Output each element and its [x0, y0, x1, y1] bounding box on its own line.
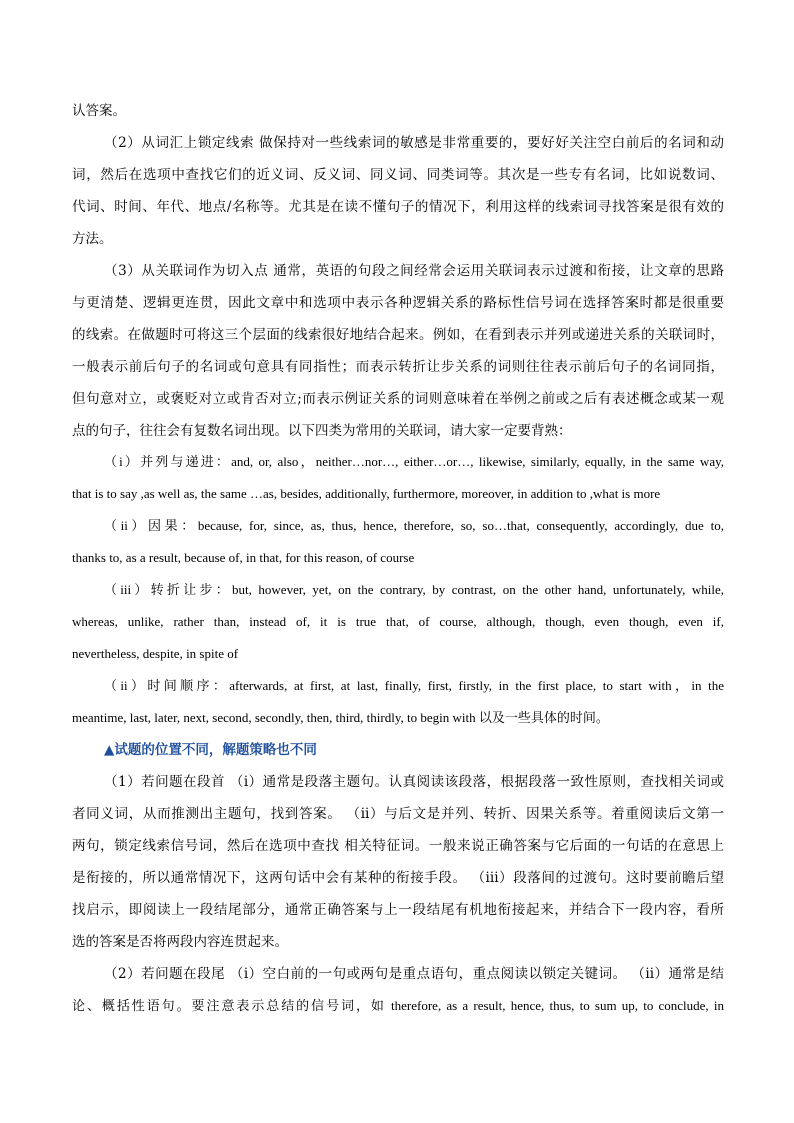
text-line: nevertheless, despite, in spite of — [72, 646, 239, 661]
text-line: 词，然后在选项中查找它们的近义词、反义词、同义词、同类词等。其次是一些专有名词，比如说数词、 — [72, 167, 724, 183]
text-line: 代词、时间、年代、地点/名称等。尤其是在读不懂句子的情况下，利用这样的线索词寻找答案是很有效的 — [72, 199, 724, 215]
text-line: 点的句子，往往会有复数名词出现。以下四类为常用的关联词，请大家一定要背熟： — [72, 423, 572, 439]
text-line: （ii）时间顺序：afterwards, at first, at last, finally, first, firstly, in the first place, to start with，in the — [104, 678, 724, 693]
text-line: （2）从词汇上锁定线索 做保持对一些线索词的敏感是非常重要的，要好好关注空白前后的名词和动 — [104, 135, 724, 151]
text-line: 但句意对立，或褒贬对立或肯否对立;而表示例证关系的词则意味着在举例之前或之后有表述概念或某一观 — [72, 391, 724, 407]
text-line: 认答案。 — [72, 103, 126, 119]
text-line: 者同义词，从而推测出主题句，找到答案。 （ii）与后文是并列、转折、因果关系等。着重阅读后文第一 — [72, 806, 724, 822]
text-line: 与更清楚、逻辑更连贯，因此文章中和选项中表示各种逻辑关系的路标性信号词在选择答案时都是很重要 — [72, 295, 724, 311]
text-line: thanks to, as a result, because of, in that, for this reason, of course — [72, 550, 415, 565]
text-line: whereas, unlike, rather than, instead of, it is true that, of course, although, though, even though, even if, — [72, 614, 724, 629]
text-line: （3）从关联词作为切入点 通常，英语的句段之间经常会运用关联词表示过渡和衔接，让文章的思路 — [104, 263, 724, 279]
text-line: 方法。 — [72, 231, 113, 247]
section-heading: ▲试题的位置不同，解题策略也不同 — [104, 742, 317, 758]
text-line: that is to say ,as well as, the same …as, besides, additionally, furthermore, moreover, in addition to ,what is more — [72, 486, 661, 501]
text-line: 的线索。在做题时可将这三个层面的线索很好地结合起来。例如，在看到表示并列或递进关系的关联词时， — [72, 327, 724, 343]
text-line: （2）若问题在段尾 （i）空白前的一句或两句是重点语句，重点阅读以锁定关键词。 （ii）通常是结 — [104, 966, 724, 982]
text-line: （1）若问题在段首 （i）通常是段落主题句。认真阅读该段落，根据段落一致性原则，查找相关词或 — [104, 774, 724, 790]
text-line: 一般表示前后句子的名词或句意具有同指性；而表示转折让步关系的词则往往表示前后句子的名词同指， — [72, 359, 724, 375]
text-line: 两句，锁定线索信号词，然后在选项中查找 相关特征词。一般来说正确答案与它后面的一句话的在意思上 — [72, 838, 724, 854]
text-line: meantime, last, later, next, second, secondly, then, third, thirdly, to begin with 以及一些具体的时间。 — [72, 710, 609, 725]
text-line: （i）并列与递进：and, or, also，neither…nor…, either…or…, likewise, similarly, equally, in the same way, — [104, 454, 724, 469]
text-line: （iii）转折让步：but, however, yet, on the contrary, by contrast, on the other hand, unfortunately, while, — [104, 582, 724, 597]
text-line: 找启示，即阅读上一段结尾部分，通常正确答案与上一段结尾有机地衔接起来，并结合下一段内容，看所 — [72, 902, 724, 918]
text-line: 论、概括性语句。要注意表示总结的信号词，如 therefore, as a result, hence, thus, to sum up, to conclude, in — [72, 998, 724, 1013]
text-line: （ii）因果：because, for, since, as, thus, hence, therefore, so, so…that, consequently, accordingly, due to, — [104, 518, 724, 533]
text-line: 选的答案是否将两段内容连贯起来。 — [72, 934, 288, 950]
text-line: 是衔接的，所以通常情况下，这两句话中会有某种的衔接手段。 （iii）段落间的过渡句。这时要前瞻后望 — [72, 870, 724, 886]
